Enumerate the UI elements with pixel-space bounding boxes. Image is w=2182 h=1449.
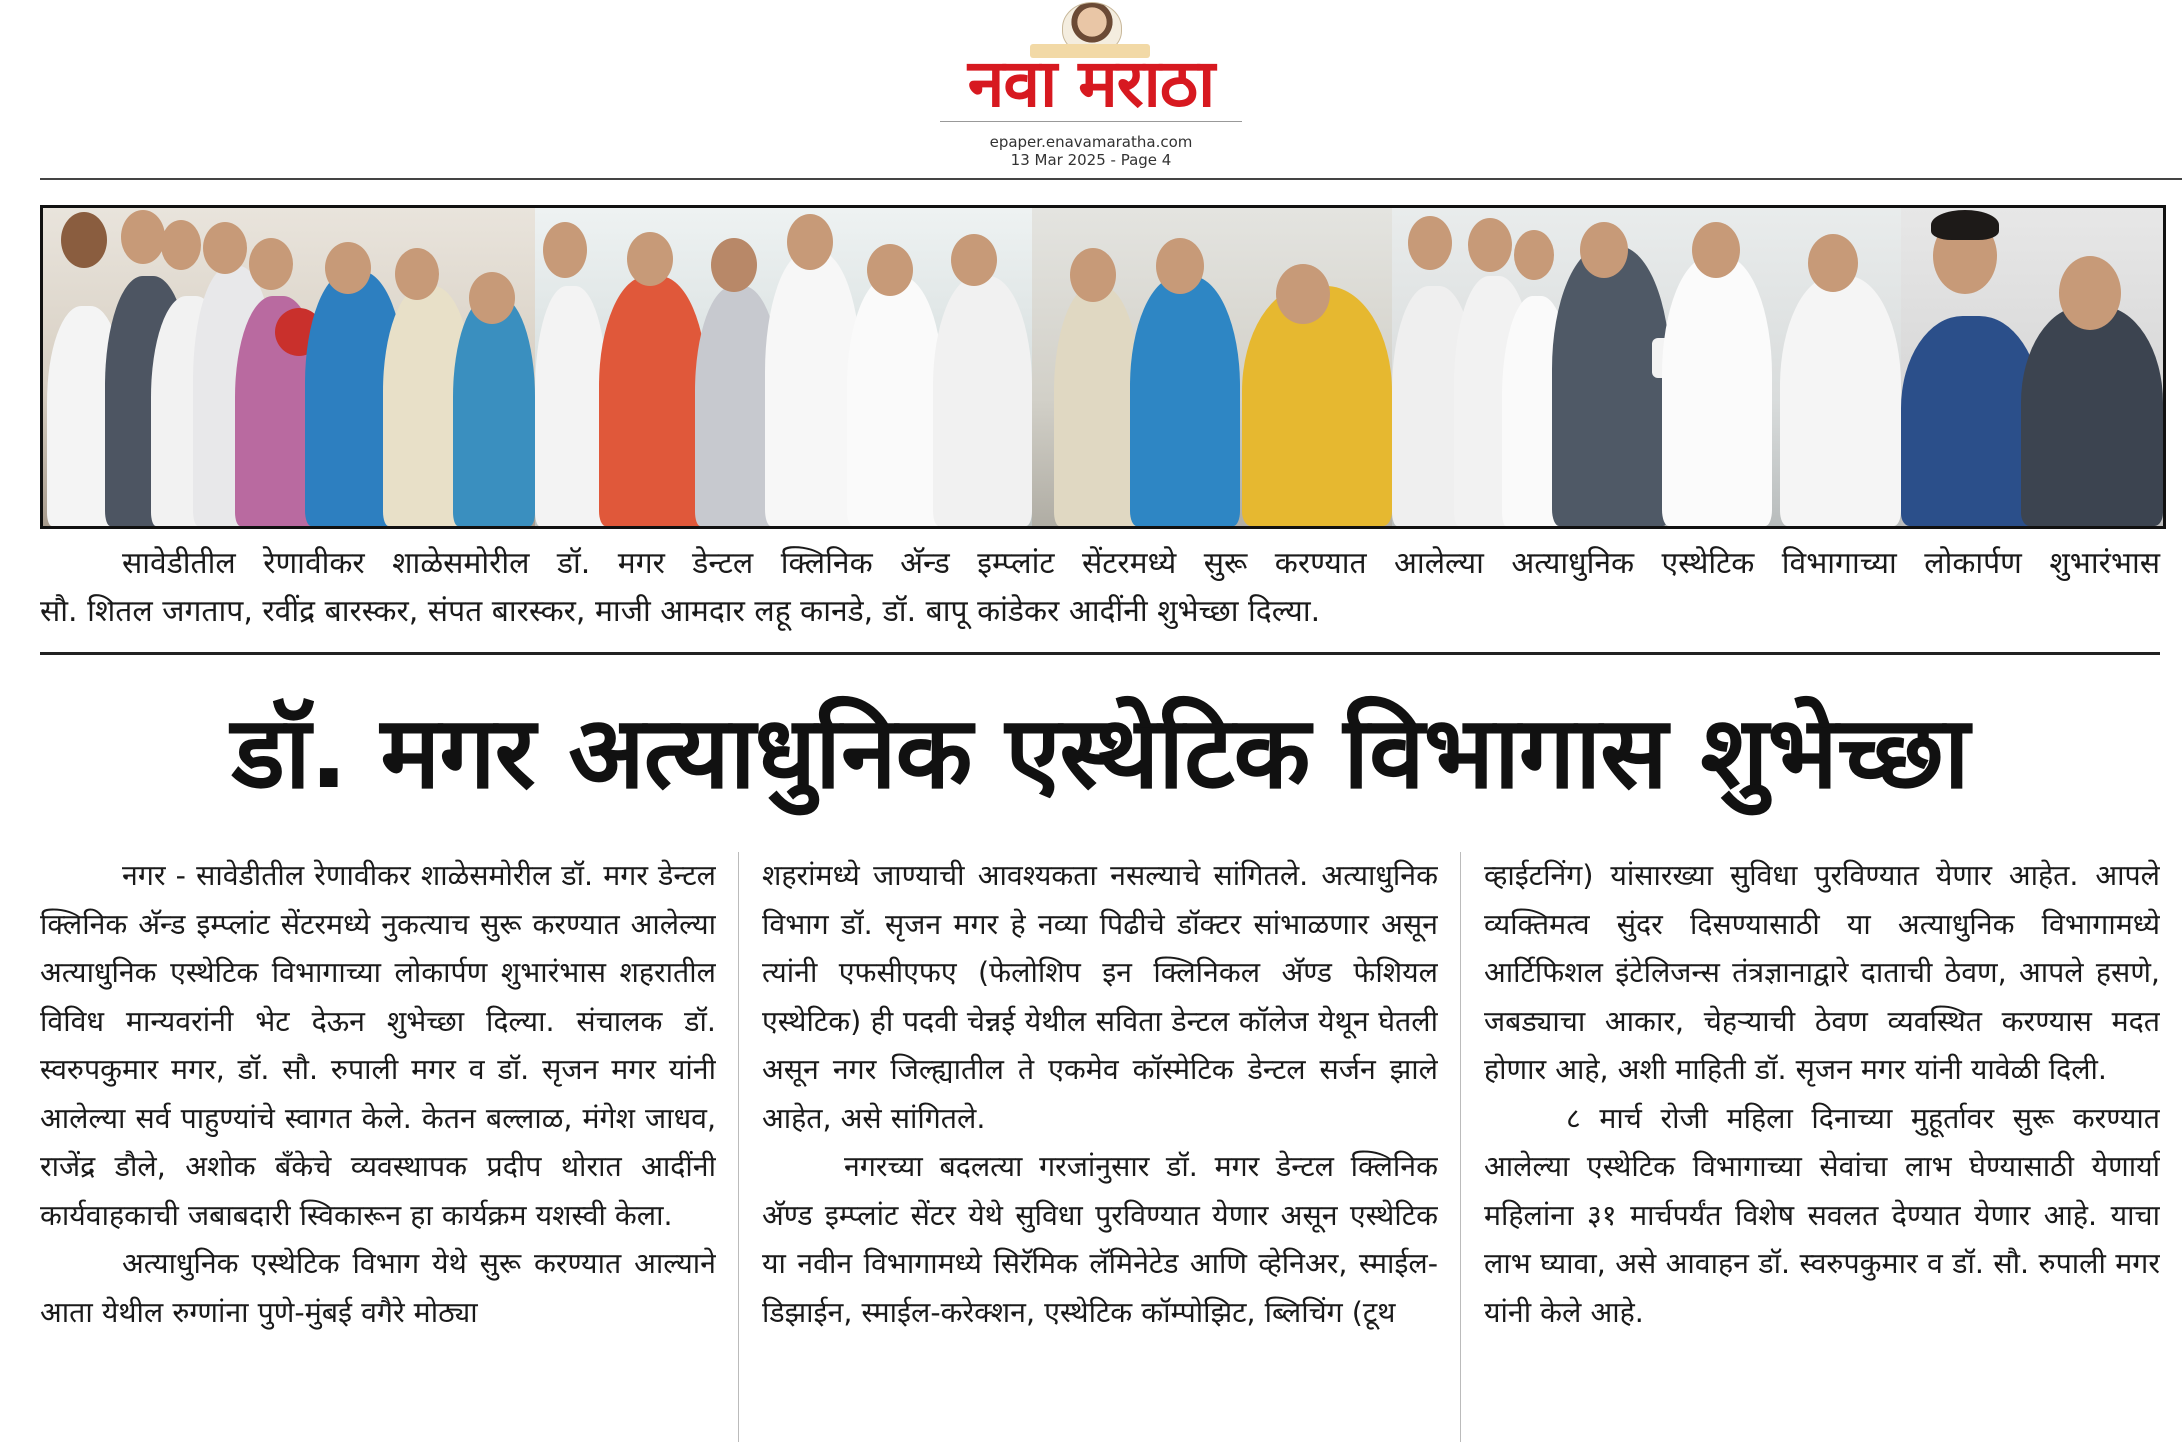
photo-two-men: [1901, 208, 2163, 526]
column-divider: [1460, 852, 1461, 1442]
person-head: [121, 210, 165, 264]
photo-strip: [40, 205, 2166, 529]
person-head: [61, 212, 107, 268]
person-figure: [1242, 286, 1392, 526]
epaper-url[interactable]: epaper.enavamaratha.com: [989, 133, 1193, 151]
person-figure: [1552, 246, 1670, 526]
article-headline: डॉ. मगर अत्याधुनिक एस्थेटिक विभागास शुभेच्छा: [231, 694, 1969, 811]
person-head: [867, 244, 913, 296]
person-head: [951, 234, 997, 286]
person-head: [1408, 216, 1452, 270]
person-head: [203, 222, 247, 274]
person-head: [1808, 234, 1858, 292]
person-figure: [599, 276, 707, 526]
person-head: [161, 220, 201, 270]
article-column-2: [762, 852, 1438, 1442]
caption-divider: [40, 652, 2160, 655]
person-head: [1580, 222, 1628, 278]
person-head: [325, 242, 371, 294]
paragraph: व्हाईटनिंग) यांसारख्या सुविधा पुरविण्यात येणार आहेत. आपले व्यक्तिमत्व सुंदर दिसण्यासाठी या अत्याधुनिक विभागामध्ये आर्टिफिशल इंटेलिजन्स तंत्रज्ञानाद्वारे दाताची ठेवण, आपले हसणे, जबड्याचा आकार, चेहऱ्याची ठेवण व्यवस्थित करण्यास मदत होणार आहे, अशी माहिती डॉ. सृजन मगर यांनी यावेळी दिली.: [1484, 859, 2160, 1086]
person-figure: [1901, 316, 2041, 526]
article-column-3: [1484, 852, 2160, 1442]
person-head: [1692, 222, 1740, 278]
person-head: [2059, 256, 2121, 330]
photo-bouquet-group: [43, 208, 535, 526]
person-figure: [1054, 286, 1140, 526]
person-hair: [1931, 210, 1999, 240]
photo-caption: [40, 540, 2160, 636]
caption-line-2: सौ. शितल जगताप, रवींद्र बारस्कर, संपत बारस्कर, माजी आमदार लहू कानडे, डॉ. बापू कांडेकर आदींनी शुभेच्छा दिल्या.: [40, 594, 1321, 629]
person-head: [395, 248, 439, 300]
person-head: [787, 214, 833, 270]
masthead-divider: [40, 178, 2182, 180]
person-head: [1156, 238, 1204, 294]
paragraph: अत्याधुनिक एस्थेटिक विभाग येथे सुरू करण्यात आल्याने आता येथील रुग्णांना पुणे-मुंबई वगैरे मोठ्या: [40, 1247, 716, 1329]
photo-men-felicitation: [1392, 208, 1901, 526]
paragraph: ८ मार्च रोजी महिला दिनाच्या मुहूर्तावर सुरू करण्यात आलेल्या एस्थेटिक विभागाच्या सेवांचा लाभ घेण्यासाठी येणार्या महिलांना ३१ मार्चपर्यंत विशेष सवलत देण्यात येणार आहे. याचा लाभ घ्यावा, असे आवाहन डॉ. स्वरुपकुमार व डॉ. सौ. रुपाली मगर यांनी केले आहे.: [1484, 1101, 2160, 1329]
person-figure: [1130, 276, 1240, 526]
edition-date-page: 13 Mar 2025 - Page 4: [1010, 151, 1172, 169]
column-divider: [738, 852, 739, 1442]
person-figure: [2021, 306, 2163, 526]
paragraph: नगरच्या बदलत्या गरजांनुसार डॉ. मगर डेन्टल क्लिनिक अ‍ॅण्ड इम्प्लांट सेंटर येथे सुविधा पुरविण्यात येणार असून एस्थेटिक या नवीन विभागामध्ये सिरॅमिक लॅमिनेटेड आणि व्हेनिअर, स्माईल-डिझाईन, स्माईल-करेक्शन, एस्थेटिक कॉम्पोझिट, ब्लिचिंग (टूथ: [762, 1150, 1438, 1329]
person-figure: [453, 296, 535, 526]
person-figure: [847, 276, 943, 526]
person-head: [543, 222, 587, 278]
person-figure: [933, 276, 1032, 526]
newspaper-logo: नवा मराठा: [967, 45, 1215, 122]
paragraph: नगर - सावेडीतील रेणावीकर शाळेसमोरील डॉ. मगर डेन्टल क्लिनिक अ‍ॅन्ड इम्प्लांट सेंटरमध्ये नुकत्याच सुरू करण्यात आलेल्या अत्याधुनिक एस्थेटिक विभागाच्या लोकार्पण शुभारंभास शहरातील विविध मान्यवरांनी भेट देऊन शुभेच्छा दिल्या. संचालक डॉ. स्वरुपकुमार मगर, डॉ. सौ. रुपाली मगर व डॉ. सृजन मगर यांनी आलेल्या सर्व पाहुण्यांचे स्वागत केले. केतन बल्लाळ, मंगेश जाधव, राजेंद्र डौले, अशोक बँकेचे व्यवस्थापक प्रदीप थोरात आदींनी कार्यवाहकाची जबाबदारी स्विकारून हा कार्यक्रम यशस्वी केला.: [40, 859, 716, 1232]
photo-women-felicitation: [1032, 208, 1392, 526]
person-figure: [1662, 256, 1772, 526]
masthead: [0, 0, 2182, 178]
person-figure: [535, 286, 607, 526]
person-head: [249, 238, 293, 290]
person-head: [627, 232, 673, 286]
person-head: [469, 272, 515, 324]
paragraph: शहरांमध्ये जाण्याची आवश्यकता नसल्याचे सांगितले. अत्याधुनिक विभाग डॉ. सृजन मगर हे नव्या पिढीचे डॉक्टर सांभाळणार असून त्यांनी एफसीएफए (फेलोशिप इन क्लिनिकल अ‍ॅण्ड फेशियल एस्थेटिक) ही पदवी चेन्नई येथील सविता डेन्टल कॉलेज येथून घेतली असून नगर जिल्ह्यातील ते एकमेव कॉस्मेटिक डेन्टल सर्जन झाले आहेत, असे सांगितले.: [762, 859, 1438, 1135]
person-figure: [1780, 276, 1901, 526]
person-head: [711, 238, 757, 292]
article-column-1: [40, 852, 716, 1442]
photo-felicitation-group: [535, 208, 1032, 526]
person-head: [1514, 230, 1554, 280]
caption-line-1: सावेडीतील रेणावीकर शाळेसमोरील डॉ. मगर डेन्टल क्लिनिक अ‍ॅन्ड इम्प्लांट सेंटरमध्ये सुरू करण्यात आलेल्या अत्याधुनिक एस्थेटिक विभागाच्या लोकार्पण शुभारंभास: [122, 546, 2160, 581]
person-head: [1276, 264, 1330, 324]
person-head: [1070, 248, 1116, 302]
person-head: [1468, 218, 1512, 272]
